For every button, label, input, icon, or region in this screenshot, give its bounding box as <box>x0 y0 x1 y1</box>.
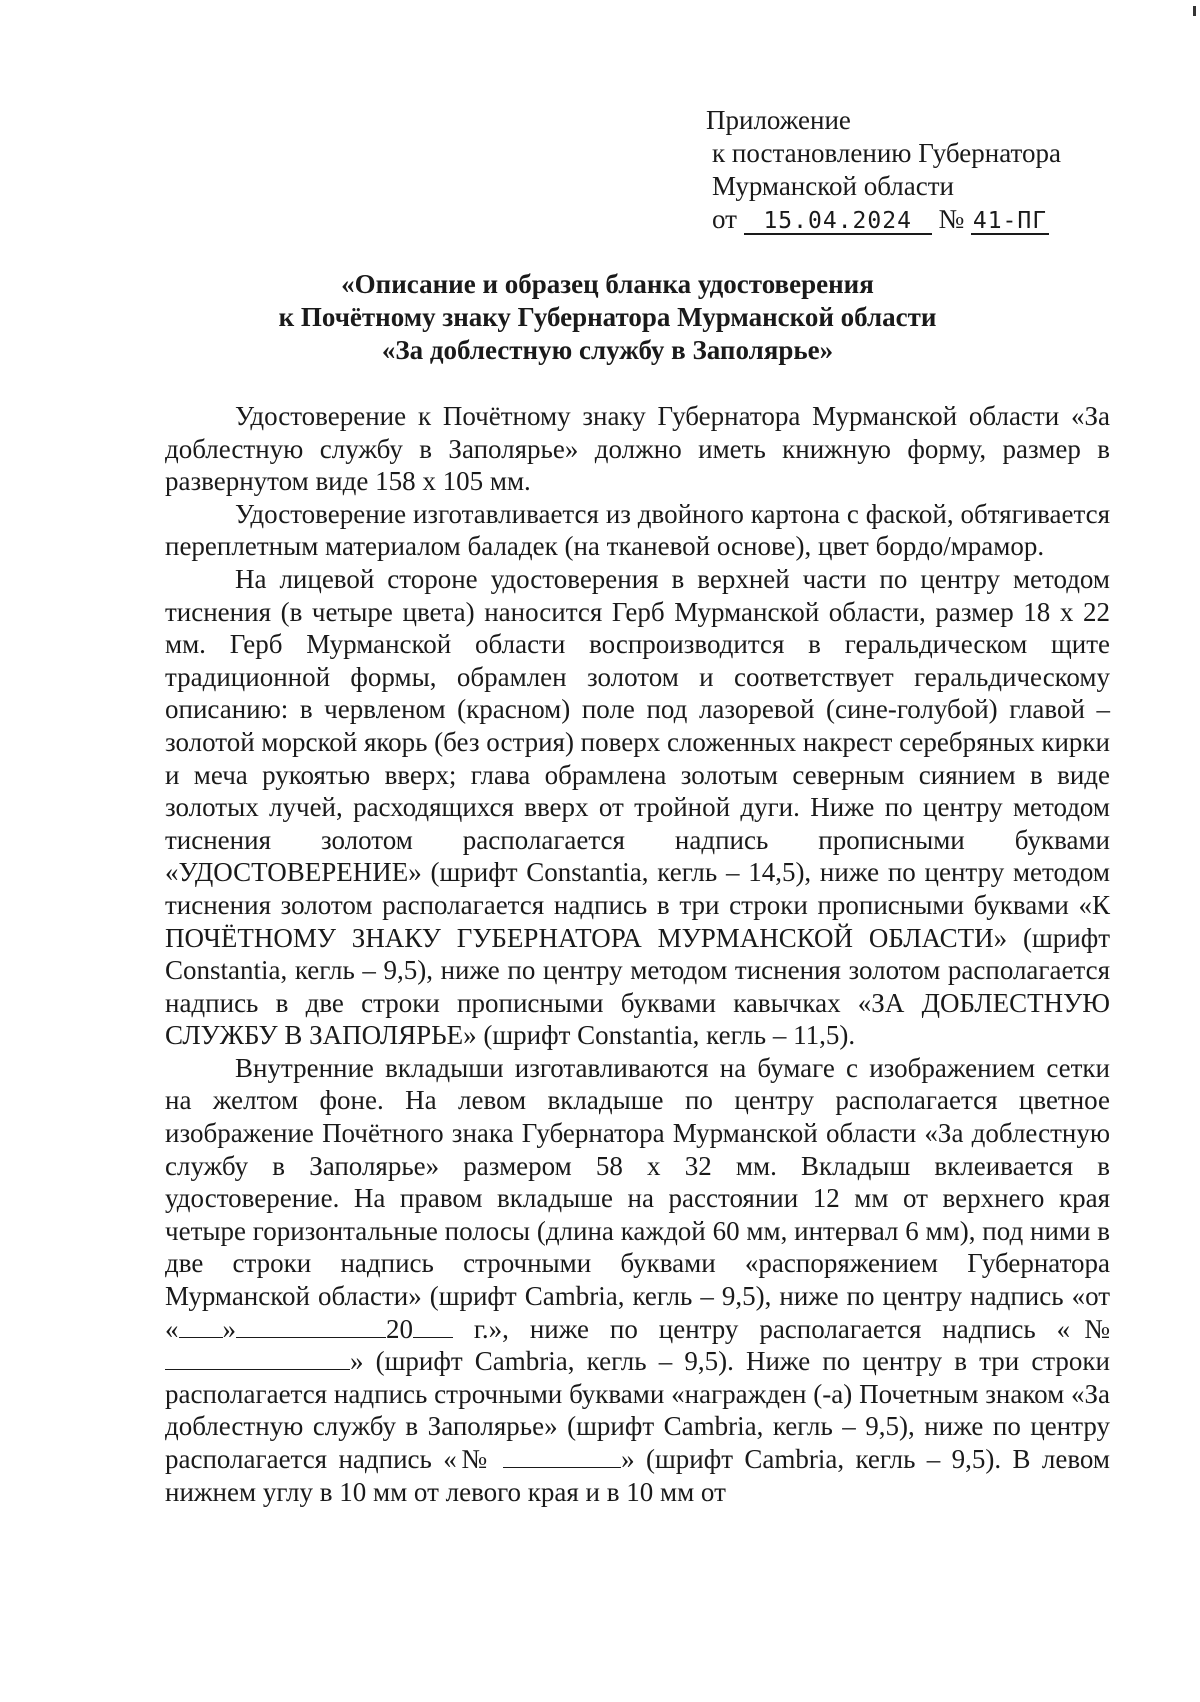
paragraph-1: Удостоверение к Почётному знаку Губернатора Мурманской области «За доблестную службу в Заполярье» должно иметь книжную форму, размер в развернутом виде 158 х 105 мм. <box>165 401 1110 497</box>
document-title <box>165 268 1050 367</box>
paragraph-4-text: Внутренние вкладыши изготавливаются на бумаге с изображением сетки на желтом фоне. На левом вкладыше по центру располагается цветное изображение Почётного знака Губернатора Мурманской области «За доблестную службу в Заполярье» размером 58 х 32 мм. Вкладыш вклеивается в удостоверение. На правом вкладыше на расстоянии 12 мм от верхнего края четыре горизонтальные полосы (длина каждой 60 мм, интервал 6 мм), под ними в две строки надпись строчными буквами «распоряжением Губернатора Мурманской области» (шрифт Cambria, кегль – 9,5), ниже по центру надпись <box>165 1052 1110 1312</box>
year-prefix: 20 <box>386 1313 413 1344</box>
year-blank <box>413 1336 453 1338</box>
resolution-date: 15.04.2024 <box>744 209 932 235</box>
title-line-1: «Описание и образец бланка удостоверения <box>341 269 874 299</box>
appendix-line-2: к постановлению Губернатора <box>712 138 1061 168</box>
paragraph-4-ending: » (шрифт Cambria, кегль – 9,5). В левом нижнем углу в 10 мм от левого края и в 10 мм от <box>165 1444 1110 1507</box>
from-label: от <box>712 204 737 234</box>
scan-edge-mark <box>1193 6 1196 16</box>
from-blank-close: » <box>222 1313 236 1344</box>
month-blank <box>236 1336 386 1338</box>
paragraph-4 <box>165 1052 1110 1508</box>
appendix-line-3: Мурманской области <box>712 171 954 201</box>
day-blank <box>179 1336 223 1338</box>
title-line-3: «За доблестную службу в Заполярье» <box>381 335 834 365</box>
number-label: № <box>938 204 965 234</box>
resolution-number: 41-ПГ <box>972 208 1048 234</box>
award-number-blank <box>503 1466 621 1468</box>
paragraph-2: Удостоверение изготавливается из двойного картона с фаской, обтягивается переплетным материалом баладек (на тканевой основе), цвет бордо/мрамор. <box>165 498 1110 562</box>
document-body <box>165 400 1110 1508</box>
title-line-2: к Почётному знаку Губернатора Мурманской области <box>278 302 937 332</box>
from-blank-open: «от « <box>165 1281 1111 1344</box>
appendix-header <box>706 104 1061 236</box>
appendix-date-number-line <box>706 203 1061 236</box>
appendix-line-1: Приложение <box>706 105 851 135</box>
paragraph-4-continued: » (шрифт Cambria, кегль – 9,5). Ниже по центру в три строки располагается надпись строчными буквами «награжден (-а) Почетным знаком «За доблестную службу в Заполярье» (шрифт Cambria, кегль – 9,5), ниже по центру располагается надпись «№ <box>165 1346 1110 1474</box>
year-tail: г.», ниже по центру располагается надпись «№ <box>453 1313 1110 1344</box>
number-blank <box>165 1368 350 1370</box>
paragraph-3: На лицевой стороне удостоверения в верхней части по центру методом тиснения (в четыре цвета) наносится Герб Мурманской области, размер 18 х 22 мм. Герб Мурманской области воспроизводится в геральдическом щите традиционной формы, обрамлен золотом и соответствует геральдическому описанию: в червленом (красном) поле под лазоревой (сине-голубой) главой – золотой морской якорь (без острия) поверх сложенных накрест серебряных кирки и меча рукоятью вверх; глава обрамлена золотым северным сиянием в виде золотых лучей, расходящихся вверх от тройной дуги. Ниже по центру методом тиснения золотом располагается надпись прописными буквами «УДОСТОВЕРЕНИЕ» (шрифт Constantia, кегль – 14,5), ниже по центру методом тиснения золотом располагается надпись в три строки прописными буквами «К ПОЧЁТНОМУ ЗНАКУ ГУБЕРНАТОРА МУРМАНСКОЙ ОБЛАСТИ» (шрифт Constantia, кегль – 9,5), ниже по центру методом тиснения золотом располагается надпись в две строки прописными буквами кавычках «ЗА ДОБЛЕСТНУЮ СЛУЖБУ В ЗАПОЛЯРЬЕ» (шрифт Constantia, кегль – 11,5). <box>165 563 1110 1051</box>
